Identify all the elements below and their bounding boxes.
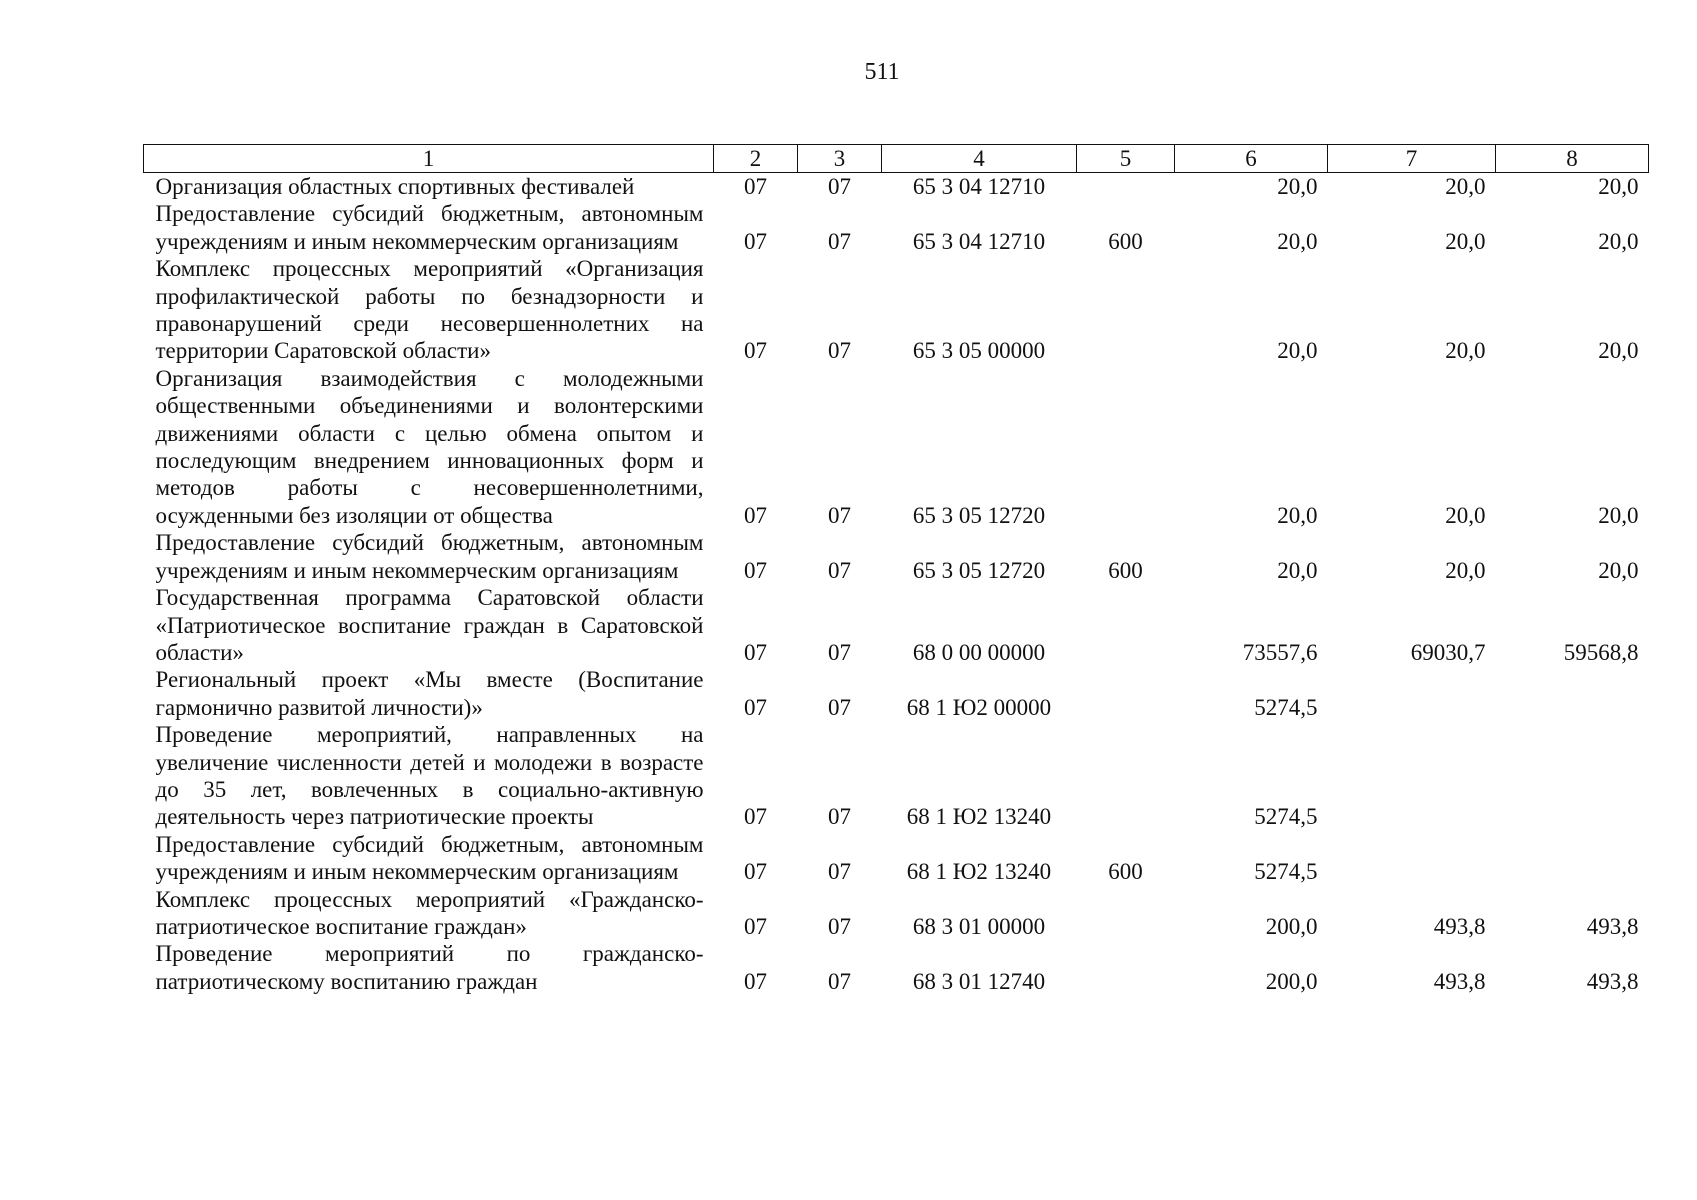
column-header: 3 [798,145,882,173]
table-row [144,255,1649,365]
amount-col-8 [1496,831,1649,886]
target-article-code: 65 3 04 12710 [912,228,1046,254]
table-row [144,721,1649,831]
target-article-code: 68 3 01 00000 [912,913,1046,939]
amount-col-6: 5274,5 [1254,804,1318,830]
column-header: 1 [144,145,714,173]
amount-col-7: 20,0 [1445,228,1486,254]
amount-col-6: 5274,5 [1254,859,1318,885]
section-code: 07 [744,338,767,364]
row-name: Организация взаимодействия с молодежными общественными объединениями и волонтерскими движениями области с целью обмена опытом и последующим внедрением инновационных форм и методов работы с несовершеннолетними, осужденными без изоляции от общества [155,365,704,528]
subsection-code: 07 [828,694,851,720]
section-code: 07 [744,859,767,885]
subsection-code: 07 [828,228,851,254]
header-row [144,145,1649,173]
target-article-code: 65 3 05 12720 [912,502,1046,528]
page-number: 511 [864,59,900,85]
section-code: 07 [744,228,767,254]
section-code: 07 [744,804,767,830]
table-row [144,529,1649,584]
amount-col-7: 20,0 [1445,338,1486,364]
amount-col-6: 20,0 [1277,174,1318,199]
row-name: Региональный проект «Мы вместе (Воспитание гармонично развитой личности)» [155,667,704,720]
table-row [144,584,1649,666]
column-header: 4 [882,145,1077,173]
budget-table [143,144,1649,995]
amount-col-8: 493,8 [1586,913,1639,939]
expense-type-code [1077,255,1175,365]
amount-col-8: 20,0 [1598,557,1639,583]
table-row [144,940,1649,995]
subsection-code: 07 [828,804,851,830]
amount-col-7 [1328,831,1496,886]
section-code: 07 [744,694,767,720]
section-code: 07 [744,174,767,199]
section-code: 07 [744,502,767,528]
amount-col-7 [1328,666,1496,721]
row-name: Предоставление субсидий бюджетным, автономным учреждениям и иным некоммерческим организациям [155,831,704,885]
table-row [144,173,1649,201]
amount-col-7: 20,0 [1445,174,1486,199]
column-header: 7 [1328,145,1496,173]
expense-type-code [1077,666,1175,721]
amount-col-8: 59568,8 [1563,639,1639,665]
column-header: 8 [1496,145,1649,173]
subsection-code: 07 [828,502,851,528]
amount-col-6: 5274,5 [1254,694,1318,720]
expense-type-code [1077,940,1175,995]
row-name: Предоставление субсидий бюджетным, автономным учреждениям и иным некоммерческим организациям [155,530,704,583]
amount-col-7: 69030,7 [1410,639,1486,665]
expense-type-code: 600 [1108,557,1143,583]
row-name: Организация областных спортивных фестивалей [155,174,635,199]
expense-type-code: 600 [1108,859,1143,885]
amount-col-8: 20,0 [1598,502,1639,528]
expense-type-code [1077,886,1175,941]
subsection-code: 07 [828,338,851,364]
subsection-code: 07 [828,639,851,665]
target-article-code: 68 1 Ю2 13240 [906,859,1052,885]
column-header: 2 [714,145,798,173]
section-code: 07 [744,557,767,583]
section-code: 07 [744,968,767,994]
row-name: Комплекс процессных мероприятий «Гражданско-патриотическое воспитание граждан» [155,886,704,939]
target-article-code: 65 3 05 00000 [912,338,1046,364]
amount-col-8 [1496,666,1649,721]
amount-col-8: 20,0 [1598,338,1639,364]
expense-type-code: 600 [1108,228,1143,254]
amount-col-7: 493,8 [1433,968,1486,994]
amount-col-7 [1328,721,1496,831]
amount-col-8: 20,0 [1598,228,1639,254]
target-article-code: 68 1 Ю2 13240 [906,804,1052,830]
amount-col-6: 73557,6 [1242,639,1318,665]
target-article-code: 65 3 04 12710 [912,174,1046,199]
expense-type-code [1077,365,1175,529]
expense-type-code [1077,173,1175,201]
section-code: 07 [744,639,767,665]
amount-col-6: 20,0 [1277,338,1318,364]
subsection-code: 07 [828,174,851,199]
amount-col-6: 20,0 [1277,557,1318,583]
column-header: 6 [1175,145,1328,173]
target-article-code: 68 1 Ю2 00000 [906,694,1052,720]
target-article-code: 65 3 05 12720 [912,557,1046,583]
row-name: Предоставление субсидий бюджетным, автономным учреждениям и иным некоммерческим организациям [155,201,704,254]
subsection-code: 07 [828,968,851,994]
target-article-code: 68 3 01 12740 [912,968,1046,994]
row-name: Комплекс процессных мероприятий «Организация профилактической работы по безнадзорности и правонарушений среди несовершеннолетних на территории Саратовской области» [155,256,704,364]
amount-col-6: 200,0 [1265,968,1318,994]
table-row [144,200,1649,255]
subsection-code: 07 [828,859,851,885]
amount-col-8: 493,8 [1586,968,1639,994]
subsection-code: 07 [828,557,851,583]
expense-type-code [1077,584,1175,666]
table-row [144,886,1649,941]
row-name: Проведение мероприятий по гражданско-патриотическому воспитанию граждан [155,941,704,994]
expense-type-code [1077,721,1175,831]
subsection-code: 07 [828,913,851,939]
amount-col-7: 20,0 [1445,502,1486,528]
section-code: 07 [744,913,767,939]
amount-col-7: 20,0 [1445,557,1486,583]
table-row [144,666,1649,721]
row-name: Проведение мероприятий, направленных на увеличение численности детей и молодежи в возрасте до 35 лет, вовлеченных в социально-активную деятельность через патриотические проекты [155,722,704,830]
table-row [144,831,1649,886]
column-header: 5 [1077,145,1175,173]
amount-col-8 [1496,721,1649,831]
row-name: Государственная программа Саратовской области «Патриотическое воспитание граждан в Саратовской области» [155,585,704,665]
target-article-code: 68 0 00 00000 [912,639,1046,665]
amount-col-6: 200,0 [1265,913,1318,939]
amount-col-6: 20,0 [1277,502,1318,528]
table-row [144,365,1649,529]
amount-col-7: 493,8 [1433,913,1486,939]
amount-col-8: 20,0 [1598,174,1639,199]
amount-col-6: 20,0 [1277,228,1318,254]
